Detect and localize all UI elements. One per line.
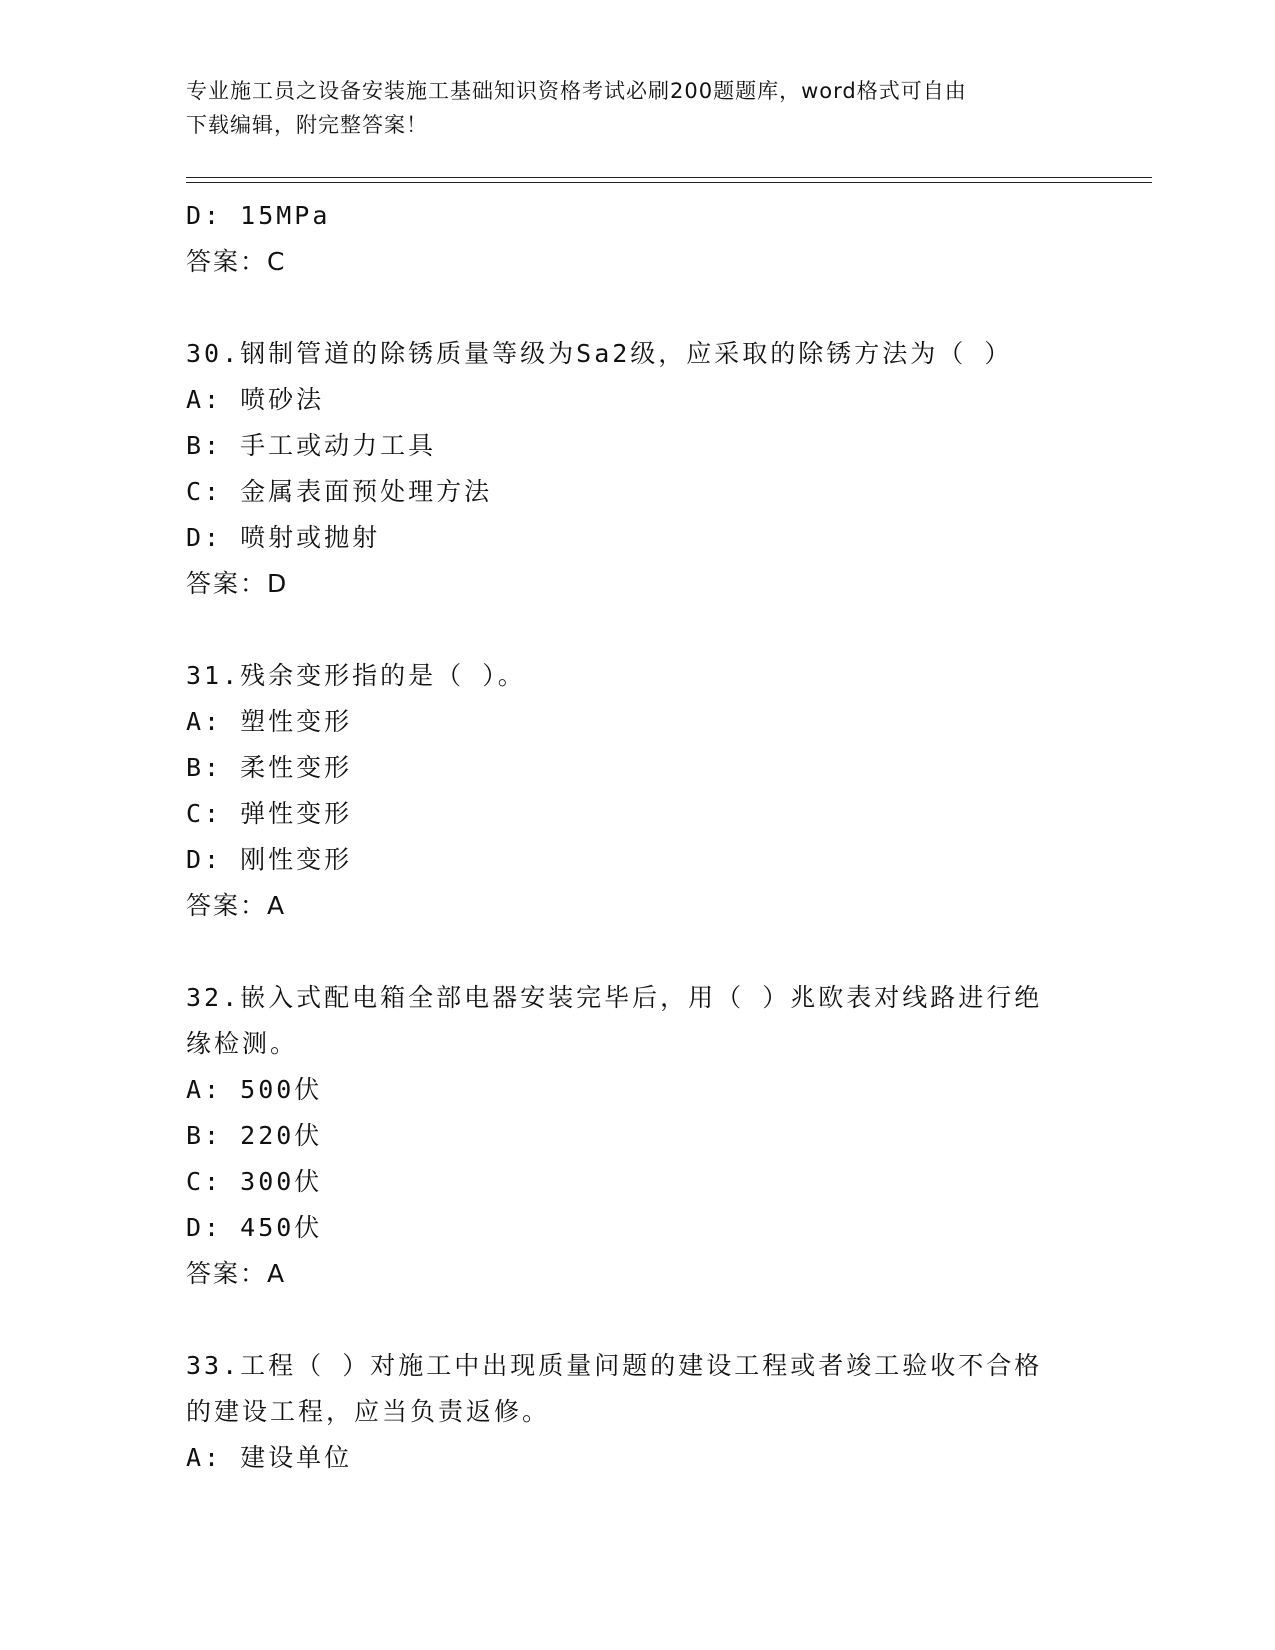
option-d: D: 喷射或抛射	[186, 523, 381, 552]
option-b: B: 手工或动力工具	[186, 431, 437, 460]
answer-line: 答案：A	[186, 891, 287, 920]
answer-line: 答案：D	[186, 569, 289, 598]
option-d: D: 刚性变形	[186, 845, 353, 874]
option-a: A: 500伏	[186, 1075, 323, 1104]
header-title-line-2: 下载编辑，附完整答案！	[186, 113, 428, 137]
answer-line: 答案：A	[186, 1259, 287, 1288]
question-text-line-2: 的建设工程，应当负责返修。	[186, 1397, 551, 1426]
answer-line: 答案：C	[186, 247, 287, 276]
document-header	[186, 74, 1066, 142]
question-text-line-1: 32.嵌入式配电箱全部电器安装完毕后，用（ ）兆欧表对线路进行绝	[186, 983, 1043, 1012]
option-d: D: 15MPa	[186, 201, 331, 230]
spacer	[186, 285, 1086, 331]
option-a: A: 塑性变形	[186, 707, 353, 736]
option-c: C: 弹性变形	[186, 799, 353, 828]
question-list	[186, 193, 1086, 1481]
question-text-line-1: 33.工程（ ）对施工中出现质量问题的建设工程或者竣工验收不合格	[186, 1351, 1043, 1380]
question-text: 30.钢制管道的除锈质量等级为Sa2级，应采取的除锈方法为（ ）	[186, 339, 1013, 368]
option-a: A: 喷砂法	[186, 385, 325, 414]
option-c: C: 金属表面预处理方法	[186, 477, 493, 506]
option-a: A: 建设单位	[186, 1443, 353, 1472]
question-text: 31.残余变形指的是（ ）。	[186, 661, 526, 690]
question-33	[186, 1343, 1086, 1481]
option-b: B: 220伏	[186, 1121, 323, 1150]
previous-question-tail	[186, 193, 1086, 285]
question-32	[186, 975, 1086, 1297]
option-c: C: 300伏	[186, 1167, 323, 1196]
header-divider-top	[186, 177, 1152, 178]
header-title-line-1: 专业施工员之设备安装施工基础知识资格考试必刷200题题库，word格式可自由	[186, 79, 967, 103]
question-30	[186, 331, 1086, 607]
header-divider-bottom	[186, 182, 1152, 183]
option-d: D: 450伏	[186, 1213, 323, 1242]
option-b: B: 柔性变形	[186, 753, 353, 782]
spacer	[186, 929, 1086, 975]
spacer	[186, 607, 1086, 653]
question-31	[186, 653, 1086, 929]
spacer	[186, 1297, 1086, 1343]
question-text-line-2: 缘检测。	[186, 1029, 299, 1058]
